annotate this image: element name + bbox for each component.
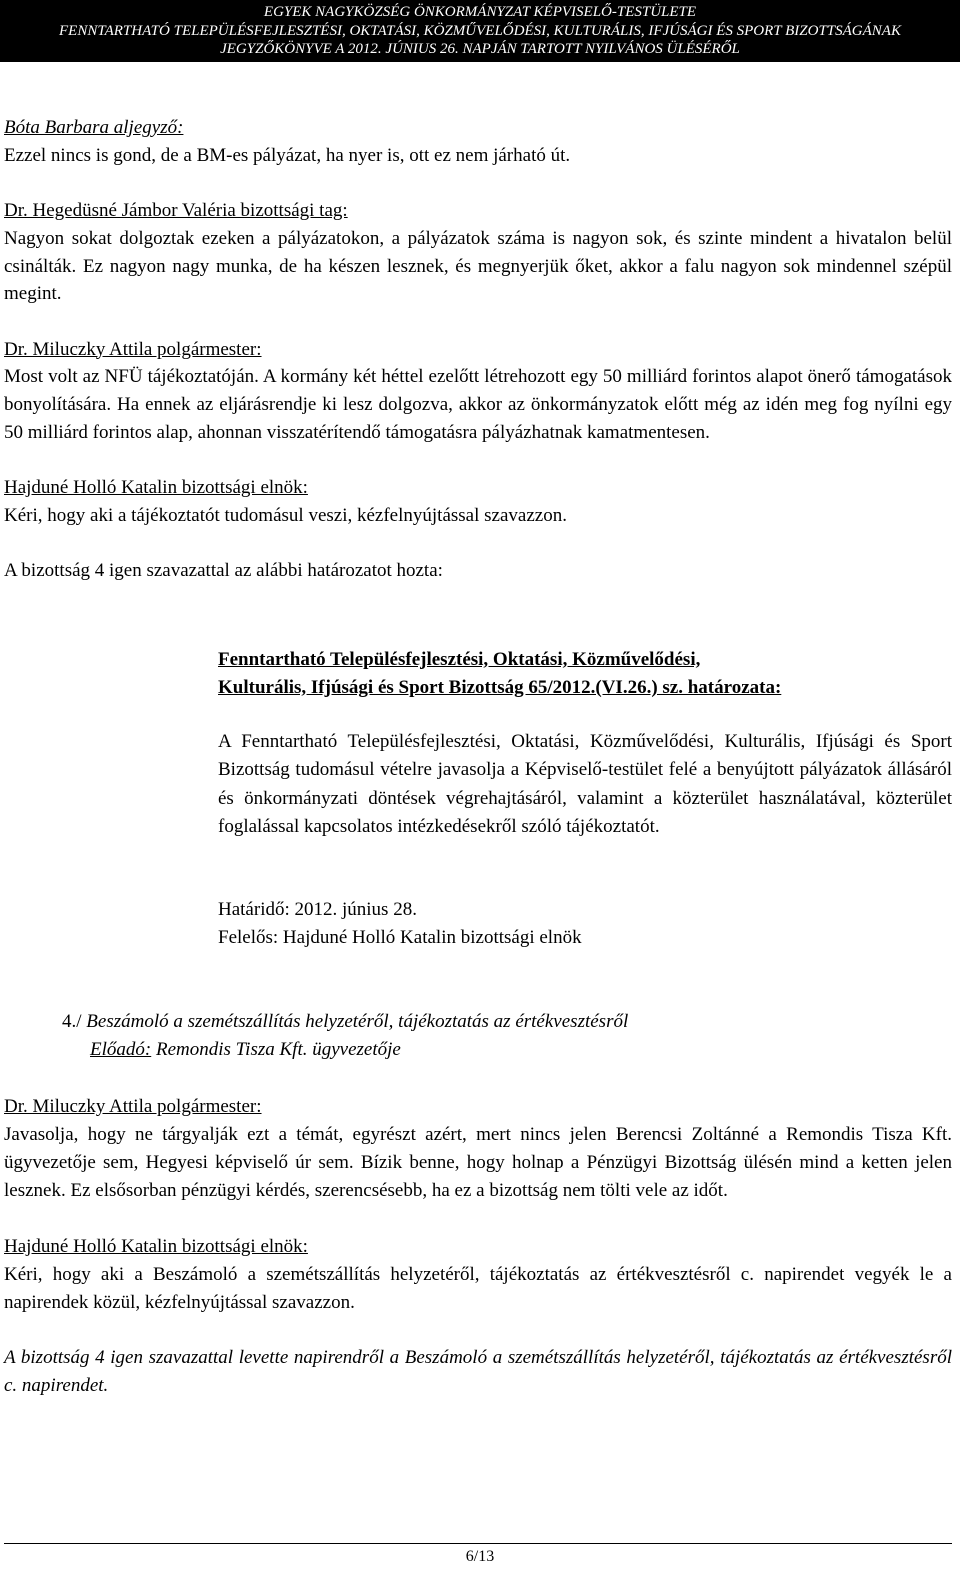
- header-line-2: FENNTARTHATÓ TELEPÜLÉSFEJLESZTÉSI, OKTATÁSI, KÖZMŰVELŐDÉSI, KULTURÁLIS, IFJÚSÁGI ÉS SPORT BIZOTTSÁGÁNAK: [59, 22, 901, 39]
- header-line-1: EGYEK NAGYKÖZSÉG ÖNKORMÁNYZAT KÉPVISELŐ-TESTÜLETE: [263, 4, 697, 20]
- header-line-3: JEGYZŐKÖNYVE A 2012. JÚNIUS 26. NAPJÁN TARTOTT NYILVÁNOS ÜLÉSÉRŐL: [220, 41, 740, 57]
- minutes-content-2: [4, 1093, 952, 1400]
- speaker-name: Hajduné Holló Katalin bizottsági elnök:: [4, 1235, 308, 1257]
- resolution-title: [218, 646, 952, 702]
- speaker-name: Dr. Miluczky Attila polgármester:: [4, 1096, 262, 1117]
- speech-text: Nagyon sokat dolgoztak ezeken a pályázatokon, a pályázatok száma is nagyon sok, és szinte mindent a hivatalon belül csinálták. Ez nagyon nagy munka, de ha készen lesznek, és megnyerjük őket, akkor a falu nagyon sok mindennel szépül megint.: [4, 227, 952, 305]
- presenter-name: Remondis Tisza Kft. ügyvezetője: [155, 1039, 401, 1061]
- speech-text: Javasolja, hogy ne tárgyalják ezt a témát, egyrészt azért, mert nincs jelen Berencsi Zoltánné a Remondis Tisza Kft. ügyvezetője sem, Hegyesi képviselő úr sem. Bízik benne, hogy holnap a Pénzügyi Bizottság ülésén mind a ketten jelen lesznek. Ez elsősorban pénzügyi kérdés, szerencsésebb, ha ez a bizottság nem tölti vele az időt.: [4, 1124, 952, 1201]
- speech-text: Ezzel nincs is gond, de a BM-es pályázat, ha nyer is, ott ez nem járható út.: [4, 144, 571, 166]
- resolution-title-line-2: Kulturális, Ifjúsági és Sport Bizottság 65/2012.(VI.26.) sz. határozata:: [218, 677, 782, 698]
- agenda-item-number: 4./: [62, 1011, 82, 1032]
- resolution-deadlines: [218, 896, 582, 953]
- speaker-name: Dr. Hegedüsné Jámbor Valéria bizottsági tag:: [4, 200, 348, 222]
- speaker-name: Bóta Barbara aljegyző:: [4, 117, 184, 138]
- speech-text: Most volt az NFÜ tájékoztatóján. A kormány két héttel ezelőtt létrehozott egy 50 milliárd forintos alapot önerő támogatások bonyolítására. Ha ennek az eljárásrendje ki lesz dolgozva, akkor az önkormányzatok előtt még az idén meg fog nyílni egy 50 milliárd forintos alap, ahonnan visszatérítendő támogatásra pályázhatnak kamatmentesen.: [4, 366, 952, 443]
- minutes-content: [4, 114, 952, 585]
- agenda-item-title: Beszámoló a szemétszállítás helyzetéről, tájékoztatás az értékvesztésről: [86, 1011, 629, 1032]
- document-header: [0, 0, 960, 62]
- agenda-item: [62, 1008, 628, 1065]
- speech-text: Kéri, hogy aki a tájékoztatót tudomásul veszi, kézfelnyújtással szavazzon.: [4, 504, 567, 526]
- responsible: Felelős: Hajduné Holló Katalin bizottsági elnök: [218, 927, 582, 949]
- vote-result: A bizottság 4 igen szavazattal levette napirendről a Beszámoló a szemétszállítás helyzetéről, tájékoztatás az értékvesztésről c. napirendet.: [4, 1347, 952, 1397]
- presenter-label: Előadó:: [90, 1039, 152, 1061]
- deadline: Határidő: 2012. június 28.: [218, 899, 417, 920]
- speaker-name: Hajduné Holló Katalin bizottsági elnök:: [4, 477, 308, 499]
- footer-divider: [4, 1543, 952, 1544]
- resolution-title-line-1: Fenntartható Településfejlesztési, Oktatási, Közművelődési,: [218, 649, 701, 670]
- resolution-body: A Fenntartható Településfejlesztési, Oktatási, Közművelődési, Kulturális, Ifjúsági és Sport Bizottság tudomásul vételre javasolja a Képviselő-testület felé a benyújtott pályázatok állásáról és önkormányzati döntések végrehajtásáról, valamint a közterület használatával, közterület foglalással kapcsolatos intézkedésekről szóló tájékoztatót.: [218, 731, 952, 838]
- vote-result: A bizottság 4 igen szavazattal az alábbi határozatot hozta:: [4, 560, 443, 582]
- speech-text: Kéri, hogy aki a Beszámoló a szemétszállítás helyzetéről, tájékoztatás az értékvesztésről c. napirendet vegyék le a napirendek közül, kézfelnyújtással szavazzon.: [4, 1263, 952, 1313]
- page-number: 6/13: [465, 1548, 495, 1565]
- speaker-name: Dr. Miluczky Attila polgármester:: [4, 338, 262, 360]
